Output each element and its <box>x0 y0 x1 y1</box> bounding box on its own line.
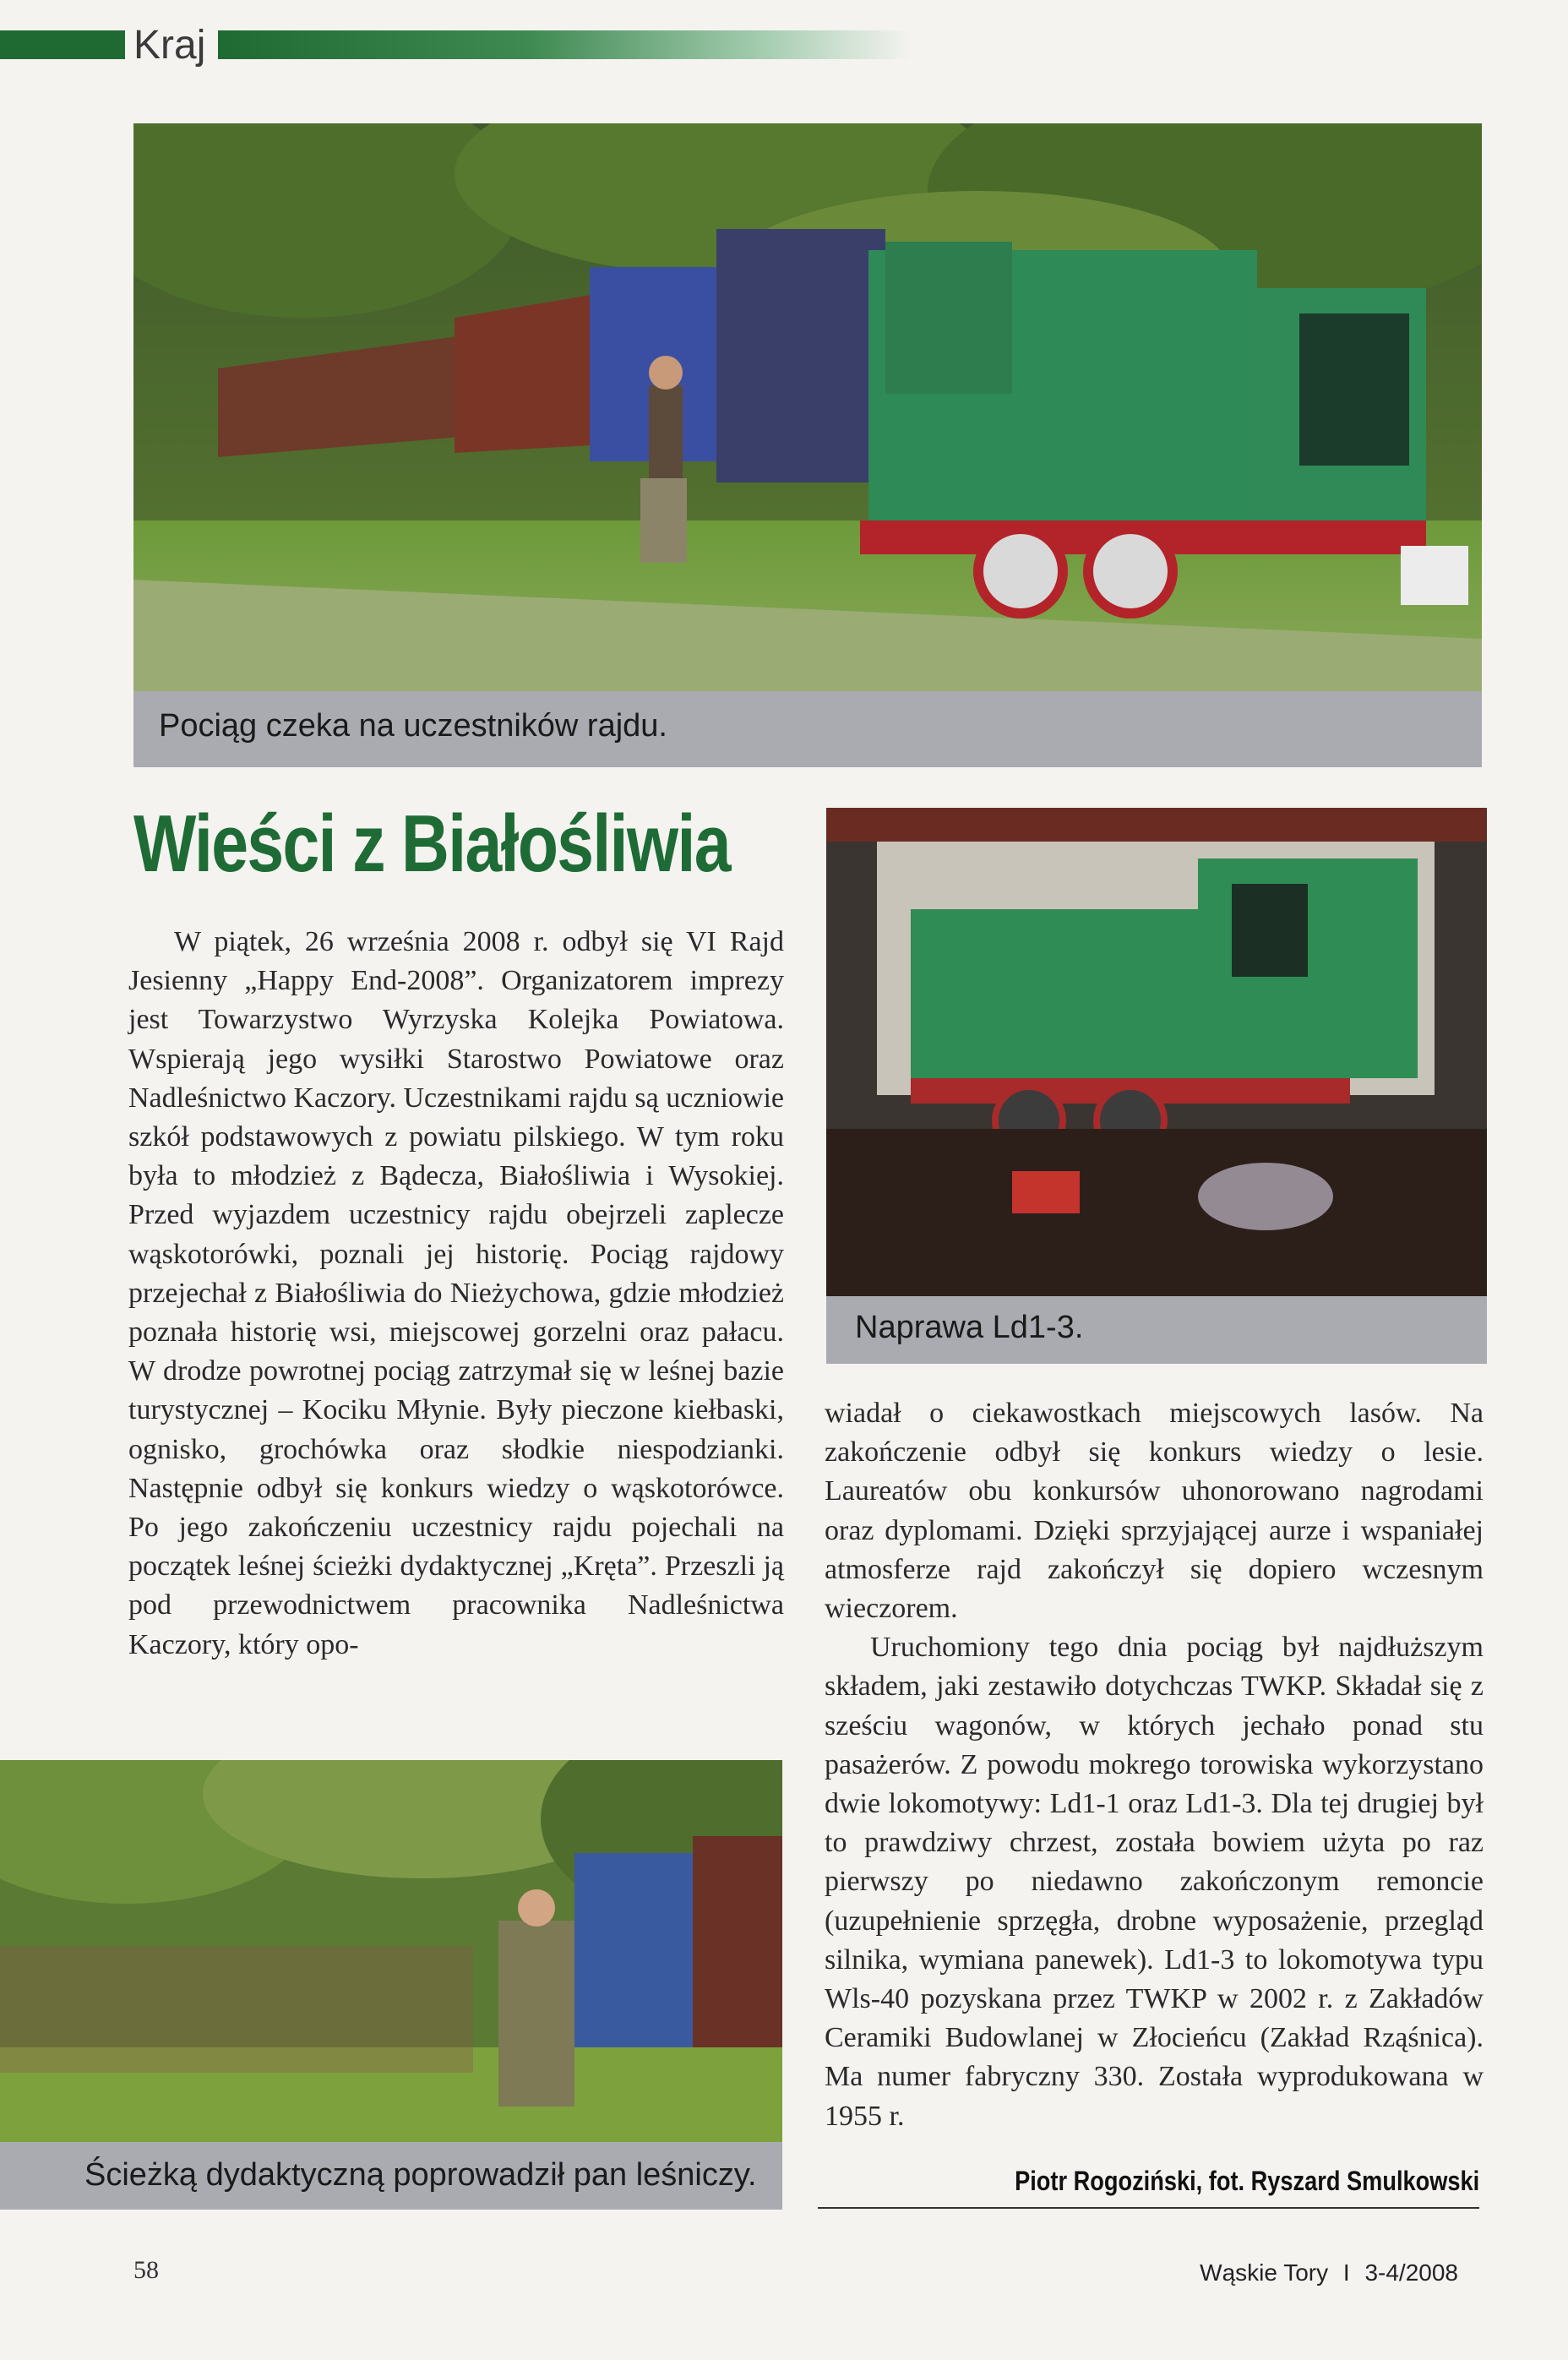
article-byline: Piotr Rogoziński, fot. Ryszard Smulkowski <box>1014 2166 1479 2196</box>
footer-magazine-name: Wąskie Tory <box>1200 2259 1329 2286</box>
section-bar-left <box>0 30 125 59</box>
caption-bar-bottom-left <box>0 2142 782 2210</box>
footer-issue: 3-4/2008 <box>1364 2259 1458 2286</box>
caption-bar-right <box>826 1296 1487 1364</box>
paragraph-right-2: Uruchomiony tego dnia pociąg był najdłuższym składem, jaki zestawiło dotychczas TWKP. Składał się z sześciu wagonów, w których jechało ponad stu pasażerów. Z powodu mokrego torowiska wykorzystano dwie lokomotywy: Ld1-1 oraz Ld1-3. Dla tej drugiej był to prawdziwy chrzest, została bowiem użyta po raz pierwszy po niedawno zakończonym remoncie (uzupełnienie sprzęgła, drobne wyposażenie, przegląd silnika, wymiana panewek). Ld1-3 to lokomotywa typu Wls-40 pozyskana przez TWKP w 2002 r. z Zakładów Ceramiki Budowlanej w Złocieńcu (Zakład Rząśnica). Ma numer fabryczny 330. Została wyprodukowana w 1955 r. <box>825 1632 1484 2132</box>
page-number: 58 <box>133 2256 159 2284</box>
article-left-column <box>128 923 784 1665</box>
paragraph-left-1: W piątek, 26 września 2008 r. odbył się VI Rajd Jesienny „Happy End-2008”. Organizatorem imprezy jest Towarzystwo Wyrzyska Kolejka Powiatowa. Wspierają jego wysiłki Starostwo Powiatowe oraz Nadleśnictwo Kaczory. Uczestnikami rajdu są uczniowie szkół podstawowych z powiatu pilskiego. W tym roku była to młodzież z Bądecza, Białośliwia i Wysokiej. Przed wyjazdem uczestnicy rajdu obejrzeli zaplecze wąskotorówki, poznali jej historię. Pociąg rajdowy przejechał z Białośliwia do Nieżychowa, gdzie młodzież poznała historię wsi, miejscowej gorzelni oraz pałacu. W drodze powrotnej pociąg zatrzymał się w leśnej bazie turystycznej – Kociku Młynie. Były pieczone kiełbaski, ognisko, grochówka oraz słodkie niespodzianki. Następnie odbył się konkurs wiedzy o wąskotorówce. Po jego zakończeniu uczestnicy rajdu pojechali na początek leśnej ścieżki dydaktycznej „Kręta”. Przeszli ją pod przewodnictwem pracownika Nadleśnictwa Kaczory, który opo- <box>128 926 784 1660</box>
footer-separator: I <box>1342 2259 1350 2286</box>
photo-train-waiting <box>133 123 1482 691</box>
footer-magazine-info <box>1200 2259 1458 2286</box>
caption-bottom-left: Ścieżką dydaktyczną poprowadził pan leśniczy. <box>84 2157 757 2193</box>
section-bar-right <box>218 30 911 59</box>
caption-top: Pociąg czeka na uczestników rajdu. <box>159 708 667 744</box>
article-title: Wieści z Białośliwia <box>133 798 730 889</box>
section-label: Kraj <box>133 23 206 68</box>
paragraph-right-1: wiadał o ciekawostkach miejscowych lasów. Na zakończenie odbył się konkurs wiedzy o lesie. Laureatów obu konkursów uhonorowano nagrodami oraz dyplomami. Dzięki sprzyjającej aurze i wspaniałej atmosferze rajd zakończył się dopiero wczesnym wieczorem. <box>825 1398 1484 1625</box>
locomotive-repair-illustration <box>826 808 1487 1296</box>
article-right-column <box>825 1394 1484 2136</box>
photo-locomotive-repair <box>826 808 1487 1296</box>
photo-forest-trail <box>0 1760 782 2142</box>
caption-right: Naprawa Ld1-3. <box>855 1310 1084 1345</box>
caption-bar-top <box>133 691 1482 767</box>
byline-rule <box>818 2207 1479 2209</box>
forest-trail-illustration <box>0 1760 782 2142</box>
train-photo-illustration <box>133 123 1482 691</box>
